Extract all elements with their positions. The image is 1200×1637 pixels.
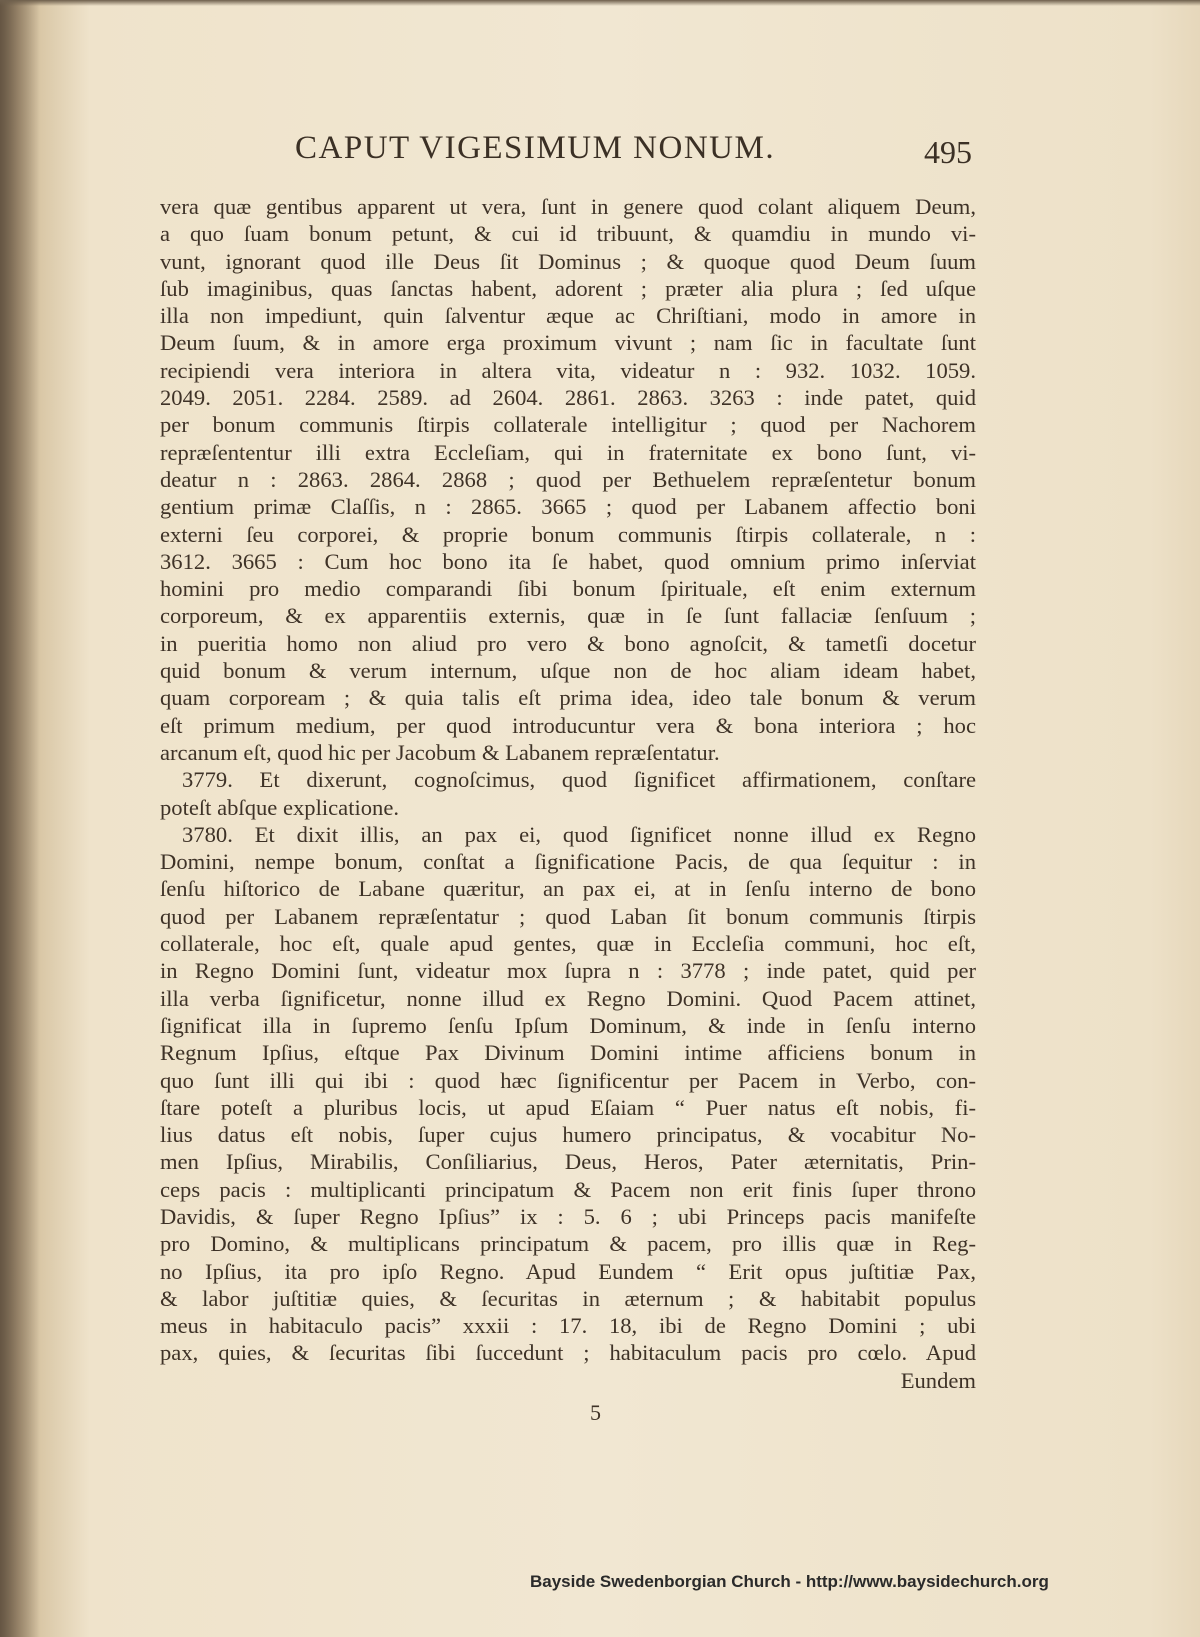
text-line: in pueritia homo non aliud pro vero & bono agnoſcit, & tametſi docetur xyxy=(160,630,976,656)
text-line: meus in habitaculo pacis” xxxii : 17. 18, ibi de Regno Domini ; ubi xyxy=(160,1313,976,1339)
text-line: lius datus eſt nobis, ſuper cujus humero principatus, & vocabitur No- xyxy=(160,1122,976,1148)
text-line: 3612. 3665 : Cum hoc bono ita ſe habet, quod omnium primo inſerviat xyxy=(160,548,976,574)
text-line: quid bonum & verum internum, uſque non de hoc aliam ideam habet, xyxy=(160,658,976,684)
text-line: quo ſunt illi qui ibi : quod hæc ſignificentur per Pacem in Verbo, con- xyxy=(160,1067,976,1093)
text-line: gentium primæ Claſſis, n : 2865. 3665 ; quod per Labanem affectio boni xyxy=(160,494,976,520)
page-top-edge xyxy=(0,0,1200,6)
catchword: Eundem xyxy=(900,1367,976,1393)
paragraph-3780-line: 3780. Et dixit illis, an pax ei, quod ſignificet nonne illud ex Regno xyxy=(182,821,976,847)
text-line: ſtare poteſt a pluribus locis, ut apud Eſaiam “ Puer natus eſt nobis, fi- xyxy=(160,1094,976,1120)
text-line: in Regno Domini ſunt, videatur mox ſupra n : 3778 ; inde patet, quid per xyxy=(160,958,976,984)
text-line: arcanum eſt, quod hic per Jacobum & Labanem repræſentatur. xyxy=(160,739,720,765)
text-line: & labor juſtitiæ quies, & ſecuritas in æternum ; & habitabit populus xyxy=(160,1285,976,1311)
text-line: externi ſeu corporei, & proprie bonum communis ſtirpis collaterale, n : xyxy=(160,521,976,547)
text-line: pax, quies, & ſecuritas ſibi ſuccedunt ; habitaculum pacis pro cœlo. Apud xyxy=(160,1340,976,1366)
text-line: corporeum, & ex apparentiis externis, quæ in ſe ſunt fallaciæ ſenſuum ; xyxy=(160,603,976,629)
text-line: a quo ſuam bonum petunt, & cui id tribuunt, & quamdiu in mundo vi- xyxy=(160,221,976,247)
text-line: collaterale, hoc eſt, quale apud gentes, quæ in Eccleſia communi, hoc eſt, xyxy=(160,931,976,957)
text-line: quod per Labanem repræſentatur ; quod Laban ſit bonum communis ſtirpis xyxy=(160,903,976,929)
text-line: men Ipſius, Mirabilis, Conſiliarius, Deus, Heros, Pater æternitatis, Prin- xyxy=(160,1149,976,1175)
page-number: 495 xyxy=(924,134,972,170)
text-line: Deum ſuum, & in amore erga proximum vivunt ; nam ſic in facultate ſunt xyxy=(160,330,976,356)
text-line: Regnum Ipſius, eſtque Pax Divinum Domini intime afficiens bonum in xyxy=(160,1040,976,1066)
text-line: ſignificat illa in ſupremo ſenſu Ipſum Dominum, & inde in ſenſu interno xyxy=(160,1012,976,1038)
signature-mark: 5 xyxy=(590,1400,601,1425)
running-title: CAPUT VIGESIMUM NONUM. xyxy=(295,130,776,166)
text-line: ſenſu hiſtorico de Labane quæritur, an pax ei, at in ſenſu interno de bono xyxy=(160,876,976,902)
text-line: repræſententur illi extra Eccleſiam, qui in fraternitate ex bono ſunt, vi- xyxy=(160,439,976,465)
text-line: per bonum communis ſtirpis collaterale intelligitur ; quod per Nachorem xyxy=(160,412,976,438)
paragraph-3779-line: 3779. Et dixerunt, cognoſcimus, quod ſignificet affirmationem, conſtare xyxy=(182,767,976,793)
text-line: recipiendi vera interiora in altera vita, videatur n : 932. 1032. 1059. xyxy=(160,357,976,383)
text-line: vunt, ignorant quod ille Deus ſit Dominus ; & quoque quod Deum ſuum xyxy=(160,248,976,274)
gutter-shadow xyxy=(0,0,40,1637)
text-line: vera quæ gentibus apparent ut vera, ſunt in genere quod colant aliquem Deum, xyxy=(160,194,976,219)
text-line: no Ipſius, ita pro ipſo Regno. Apud Eundem “ Erit opus juſtitiæ Pax, xyxy=(160,1258,976,1284)
text-line: ceps pacis : multiplicanti principatum & Pacem non erit finis ſuper throno xyxy=(160,1176,976,1202)
text-line: illa verba ſignificetur, nonne illud ex Regno Domini. Quod Pacem attinet, xyxy=(160,985,976,1011)
text-line: illa non impediunt, quin ſalventur æque ac Chriſtiani, modo in amore in xyxy=(160,303,976,329)
text-line: homini pro medio comparandi ſibi bonum ſpirituale, eſt enim externum xyxy=(160,576,976,602)
page-header xyxy=(160,130,980,182)
body-text xyxy=(160,193,976,1394)
text-line: pro Domino, & multiplicans principatum & pacem, pro illis quæ in Reg- xyxy=(160,1231,976,1257)
text-line: ſub imaginibus, quas ſanctas habent, adorent ; præter alia plura ; ſed uſque xyxy=(160,275,976,301)
text-line: 2049. 2051. 2284. 2589. ad 2604. 2861. 2863. 3263 : inde patet, quid xyxy=(160,385,976,411)
text-line: Davidis, & ſuper Regno Ipſius” ix : 5. 6 ; ubi Princeps pacis manifeſte xyxy=(160,1203,976,1229)
text-line: Domini, nempe bonum, conſtat a ſignificatione Pacis, de qua ſequitur : in xyxy=(160,849,976,875)
text-line: poteſt abſque explicatione. xyxy=(160,794,400,820)
footer-credit: Bayside Swedenborgian Church - http://www.baysidechurch.org xyxy=(530,1572,1049,1591)
text-line: deatur n : 2863. 2864. 2868 ; quod per Bethuelem repræſentetur bonum xyxy=(160,466,976,492)
text-line: eſt primum medium, per quod introducuntur vera & bona interiora ; hoc xyxy=(160,712,976,738)
text-line: quam corpoream ; & quia talis eſt prima idea, ideo tale bonum & verum xyxy=(160,685,976,711)
